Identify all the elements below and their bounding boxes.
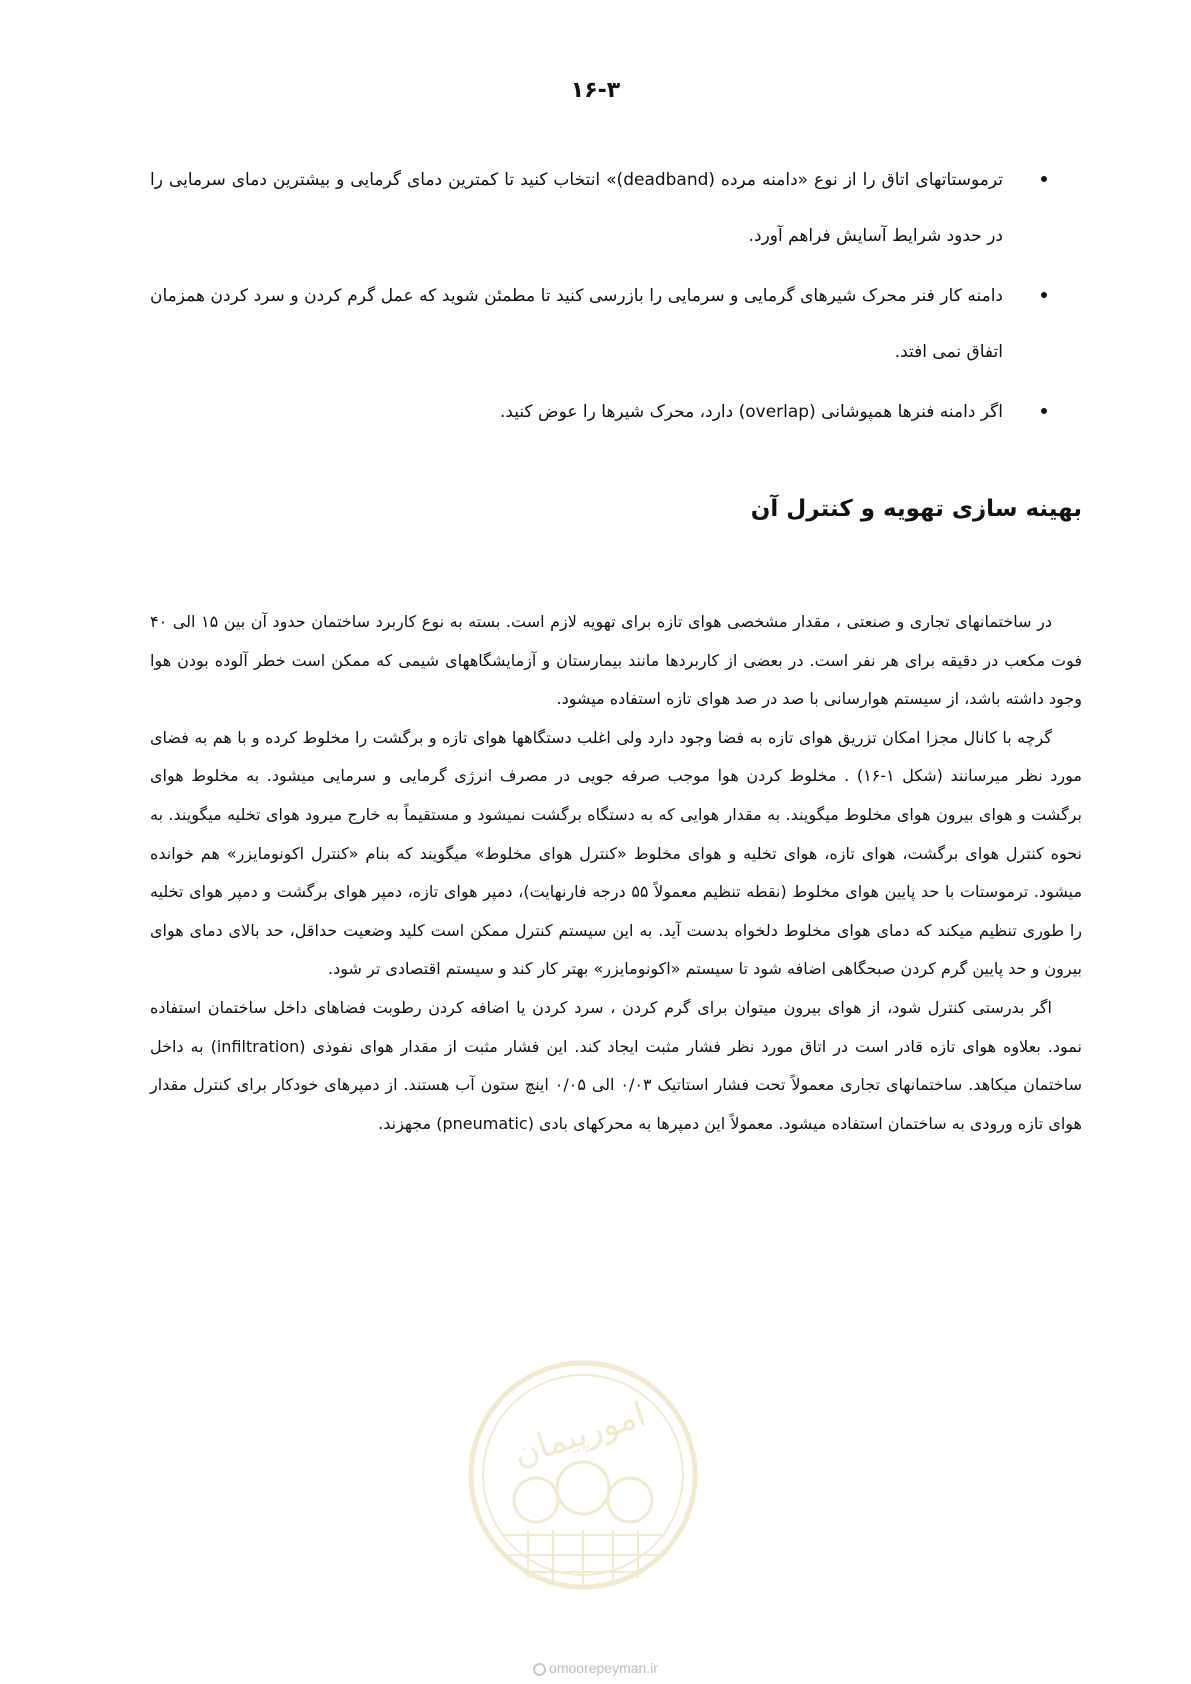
bullet-item <box>150 152 1045 264</box>
paragraph: گرچه با کانال مجزا امکان تزریق هوای تازه به فضا وجود دارد ولی اغلب دستگاهها هوای تازه و برگشت را مخلوط کرده و با هم به فضای مورد نظر میرسانند (شکل ۱-۱۶) . مخلوط کردن هوا موجب صرفه جویی در مصرف انرژی گرمایی و سرمایی میشود. به مخلوط هوای برگشت و هوای بیرون هوای مخلوط میگویند. به مقدار هوایی که به دستگاه برگشت نمیشود و مستقیماً به خارج میرود هوای تخلیه میگویند. به نحوه کنترل هوای برگشت، هوای تازه، هوای تخلیه و هوای مخلوط «کنترل هوای مخلوط» میگویند که بنام «کنترل اکونومایزر» هم خوانده میشود. ترموستات با حد پایین هوای مخلوط (نقطه تنظیم معمولاً ۵۵ درجه فارنهایت)، دمپر هوای تازه، دمپر هوای برگشت و دمپر هوای تخلیه را طوری تنظیم میکند که دمای هوای مخلوط دلخواه بدست آید. به این سیستم کنترل ممکن است کلید وضعیت حداقل، حد بالای دمای هوای بیرون و حد پایین گرم کردن صبحگاهی اضافه شود تا سیستم «اکونومایزر» بهتر کار کند و سیستم اقتصادی تر شود. <box>150 727 1083 979</box>
bullet-item <box>150 268 1045 380</box>
bullet-icon <box>1041 408 1047 414</box>
paragraph: در ساختمانهای تجاری و صنعتی ، مقدار مشخصی هوای تازه برای تهویه لازم است. بسته به نوع کاربرد ساختمان حدود آن بین ۱۵ الی ۴۰ فوت مکعب در دقیقه برای هر نفر است. در بعضی از کاربردها مانند بیمارستان و آزمایشگاههای شیمی که ممکن است خطر آلوده بودن هوا وجود داشته باشد، از سیستم هوارسانی با صد در صد هوای تازه استفاده میشود. <box>150 612 1082 709</box>
bullet-text: اگر دامنه فنرها همپوشانی (overlap) دارد، محرک شیرها را عوض کنید. <box>499 402 1003 422</box>
bullet-icon <box>1041 176 1047 182</box>
bullet-text: ترموستاتهای اتاق را از نوع «دامنه مرده (deadband)» انتخاب کنید تا کمترین دمای گرمایی و بیشترین دمای سرمایی را در حدود شرایط آسایش فراهم آورد. <box>150 170 1003 246</box>
watermark-logo-icon <box>458 1350 708 1600</box>
page-number: ۱۶-۳ <box>570 78 621 103</box>
watermark-site-text: omoorepeyman.ir <box>549 1660 658 1676</box>
body-text <box>150 603 1082 1143</box>
globe-icon <box>533 1663 546 1676</box>
bullet-text: دامنه کار فنر محرک شیرهای گرمایی و سرمایی را بازرسی کنید تا مطمئن شوید که عمل گرم کردن و سرد کردن همزمان اتفاق نمی افتد. <box>150 286 1003 362</box>
watermark-site <box>0 1660 1191 1676</box>
section-heading: بهینه سازی تهویه و کنترل آن <box>750 496 1082 522</box>
bullet-icon <box>1041 292 1047 298</box>
bullet-list <box>150 152 1045 444</box>
svg-text:امورپیمان: امورپیمان <box>508 1394 651 1475</box>
bullet-item <box>150 384 1045 440</box>
paragraph: اگر بدرستی کنترل شود، از هوای بیرون میتوان برای گرم کردن ، سرد کردن یا اضافه کردن رطوبت فضاهای داخل ساختمان استفاده نمود. بعلاوه هوای تازه قادر است در اتاق مورد نظر فشار مثبت ایجاد کند. این فشار مثبت از مقدار هوای نفوذی (infiltration) به داخل ساختمان میکاهد. ساختمانهای تجاری معمولاً تحت فشار استاتیک ۰/۰۳ الی ۰/۰۵ اینچ ستون آب هستند. از دمپرهای خودکار برای کنترل مقدار هوای تازه ورودی به ساختمان استفاده میشود. معمولاً این دمپرها به محرکهای بادی (pneumatic) مجهزند. <box>150 997 1083 1133</box>
